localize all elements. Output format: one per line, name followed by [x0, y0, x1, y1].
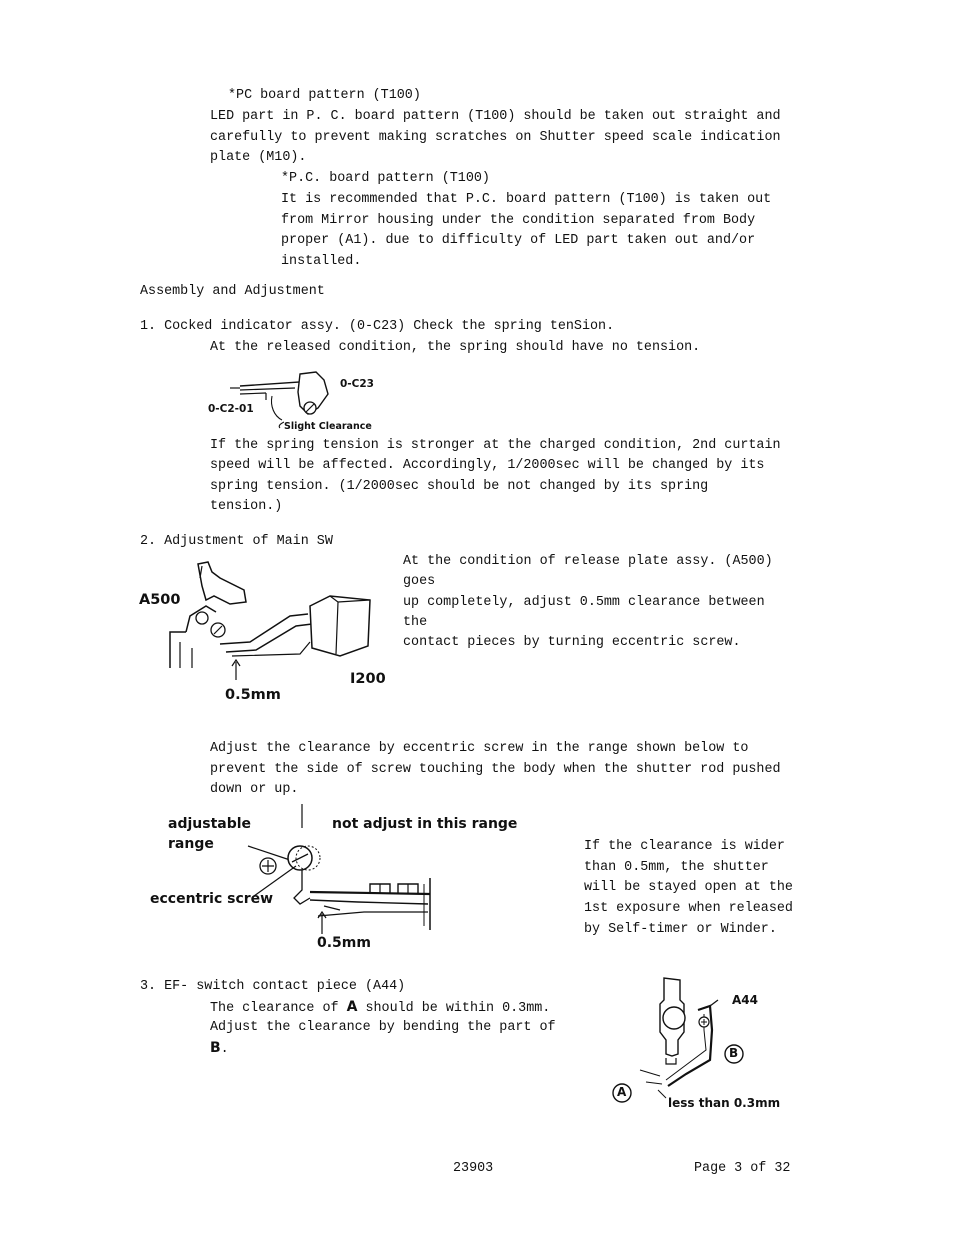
pc-subnote-line-4: installed. — [281, 254, 362, 269]
label-i200: I200 — [350, 671, 386, 687]
step3-bold-b: B — [210, 1040, 221, 1056]
step2-wide-line-4: 1st exposure when released — [584, 901, 793, 916]
label-a500: A500 — [139, 592, 181, 608]
label-circle-a: A — [617, 1085, 627, 1099]
step3-line-2: Adjust the clearance by bending the part of — [210, 1020, 556, 1035]
label-0-c2-01: 0-C2-01 — [208, 403, 254, 415]
step2-wide-line-5: by Self-timer or Winder. — [584, 922, 777, 937]
step2-right-line-3: up completely, adjust 0.5mm clearance between — [403, 595, 765, 610]
step2-adjust-line-2: prevent the side of screw touching the body when the shutter rod pushed — [210, 762, 781, 777]
main-sw-figure — [160, 556, 390, 686]
step2-right-line-4: the — [403, 615, 428, 630]
label-adjustable: adjustable — [168, 816, 252, 832]
pc-subnote-heading: *P.C. board pattern (T100) — [281, 171, 490, 186]
label-gap2-0-5mm: 0.5mm — [317, 935, 371, 951]
label-eccentric-screw: eccentric screw — [150, 891, 274, 907]
footer-doc-number: 23903 — [453, 1161, 494, 1176]
step2-right-line-5: contact pieces by turning eccentric screw. — [403, 635, 741, 650]
pc-subnote-line-3: proper (A1). due to difficulty of LED part taken out and/or — [281, 233, 756, 248]
ef-switch-figure — [606, 970, 776, 1110]
step3-title: 3. EF- switch contact piece (A44) — [140, 979, 406, 994]
label-slight-clearance: Slight Clearance — [284, 421, 372, 432]
pc-subnote-line-2: from Mirror housing under the condition separated from Body — [281, 213, 756, 228]
label-a44: A44 — [732, 993, 758, 1007]
pc-note-heading: *PC board pattern (T100) — [228, 88, 421, 103]
step3-bold-a: A — [346, 999, 358, 1015]
step3-line-3 — [210, 1038, 229, 1061]
step1-after-line-1: If the spring tension is stronger at the charged condition, 2nd curtain — [210, 438, 781, 453]
step1-after-line-3: spring tension. (1/2000sec should be not changed by its spring — [210, 479, 709, 494]
step1-line: At the released condition, the spring should have no tension. — [210, 340, 701, 355]
step2-adjust-line-1: Adjust the clearance by eccentric screw in the range shown below to — [210, 741, 749, 756]
step2-right-line-2: goes — [403, 574, 436, 589]
step1-after-line-2: speed will be affected. Accordingly, 1/2000sec will be changed by its — [210, 458, 765, 473]
step1-title: 1. Cocked indicator assy. (0-C23) Check the spring tenSion. — [140, 319, 615, 334]
label-range: range — [168, 836, 214, 852]
step2-wide-line-2: than 0.5mm, the shutter — [584, 860, 769, 875]
pc-subnote-line-1: It is recommended that P.C. board pattern (T100) is taken out — [281, 192, 772, 207]
label-0-c23: 0-C23 — [340, 378, 374, 390]
step1-after-line-4: tension.) — [210, 499, 283, 514]
section-title: Assembly and Adjustment — [140, 284, 325, 299]
step3-line-1-c: should be within 0.3mm. — [357, 1001, 551, 1016]
label-circle-b: B — [729, 1046, 739, 1060]
label-less-than-0-3mm: less than 0.3mm — [668, 1096, 781, 1110]
step3-line-3-c: . — [220, 1042, 229, 1057]
step3-line-1-a: The clearance of — [210, 1001, 347, 1016]
pc-note-line-2: carefully to prevent making scratches on Shutter speed scale indication — [210, 130, 781, 145]
step2-wide-line-3: will be stayed open at the — [584, 880, 793, 895]
pc-note-line-3: plate (M10). — [210, 150, 307, 165]
step3-line-1 — [210, 997, 550, 1020]
step2-wide-line-1: If the clearance is wider — [584, 839, 785, 854]
label-gap-0-5mm: 0.5mm — [225, 687, 281, 703]
label-not-adjust: not adjust in this range — [332, 816, 518, 832]
step2-adjust-line-3: down or up. — [210, 782, 299, 797]
step2-title: 2. Adjustment of Main SW — [140, 534, 333, 549]
footer-page-number: Page 3 of 32 — [694, 1161, 791, 1176]
step2-right-line-1: At the condition of release plate assy. (A500) — [403, 554, 773, 569]
pc-note-line-1: LED part in P. C. board pattern (T100) should be taken out straight and — [210, 109, 781, 124]
